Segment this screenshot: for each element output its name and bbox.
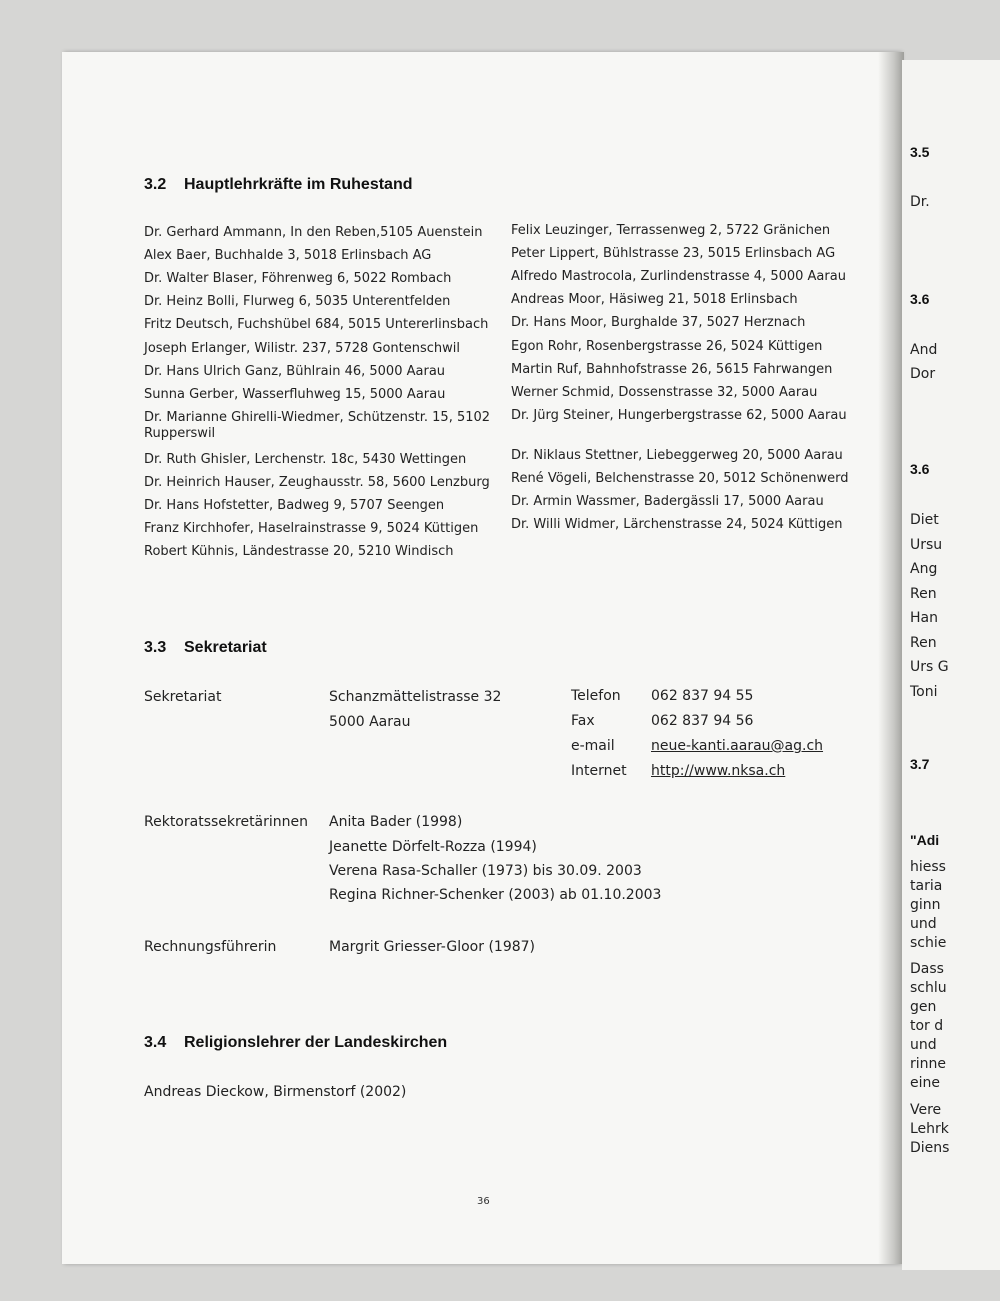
address-entry: Fritz Deutsch, Fuchshübel 684, 5015 Untererlinsbach [144,317,489,332]
address-entry: Robert Kühnis, Ländestrasse 20, 5210 Windisch [144,544,454,559]
facing-name: Ursu [910,536,943,553]
facing-line: schie [910,935,947,951]
address-entry: Dr. Heinrich Hauser, Zeughausstr. 58, 5600 Lenzburg [144,475,490,490]
section-number: 3.4 [144,1034,167,1051]
section-title: Religionslehrer der Landeskirchen [184,1034,448,1051]
facing-name: Toni [910,683,938,700]
facing-line: und [910,1037,937,1053]
facing-line: rinne [910,1056,947,1072]
facing-line: taria [910,878,943,894]
rektorat-label: Rektoratssekretärinnen [144,814,309,830]
section-number: 3.2 [144,176,167,193]
facing-name: Ang [910,561,938,577]
address-entry: Egon Rohr, Rosenbergstrasse 26, 5024 Küttigen [511,339,823,354]
address-entry: Dr. Armin Wassmer, Badergässli 17, 5000 Aarau [511,494,824,509]
facing-line: Diens [910,1140,950,1156]
section-heading-3-3 [144,639,267,657]
facing-heading: 3.6 [910,291,930,307]
section-heading-3-4 [144,1034,447,1052]
email-link[interactable]: neue-kanti.aarau@ag.ch [651,738,824,754]
contact-value-fax: 062 837 94 56 [651,713,754,729]
address-entry: Joseph Erlanger, Wilistr. 237, 5728 Gontenschwil [144,341,461,356]
facing-line: Lehrk [910,1121,949,1137]
facing-line: Vere [910,1102,942,1118]
address-entry: René Vögeli, Belchenstrasse 20, 5012 Schönenwerd [511,471,849,486]
book-gutter [878,52,904,1264]
contact-label-fax: Fax [571,713,595,729]
address-entry: Sunna Gerber, Wasserfluhweg 15, 5000 Aarau [144,387,446,402]
rektorat-person: Jeanette Dörfelt-Rozza (1994) [329,839,537,855]
rechnung-person: Margrit Griesser-Gloor (1987) [329,939,536,955]
facing-line: Dass [910,961,944,977]
facing-text: Dr. [910,194,930,210]
section-heading-3-2 [144,176,412,194]
contact-value-telefon: 062 837 94 55 [651,688,754,704]
facing-heading: 3.6 [910,461,930,477]
section-title: Hauptlehrkräfte im Ruhestand [184,176,413,193]
address-entry: Dr. Heinz Bolli, Flurweg 6, 5035 Unterentfelden [144,294,451,309]
religion-teacher: Andreas Dieckow, Birmenstorf (2002) [144,1084,407,1100]
address-entry: Dr. Jürg Steiner, Hungerbergstrasse 62, 5000 Aarau [511,408,847,423]
address-entry: Alex Baer, Buchhalde 3, 5018 Erlinsbach AG [144,248,432,263]
address-entry: Dr. Niklaus Stettner, Liebeggerweg 20, 5000 Aarau [511,448,843,463]
contact-label-internet: Internet [571,763,627,779]
facing-name: Ren [910,585,937,602]
section-title: Sekretariat [184,639,267,656]
address-entry: Dr. Hans Hofstetter, Badweg 9, 5707 Seengen [144,498,445,513]
secretariat-label: Sekretariat [144,689,222,705]
facing-line: schlu [910,980,947,996]
contact-label-email: e-mail [571,738,615,754]
facing-quote: "Adi [910,832,940,848]
facing-line: gen [910,999,937,1015]
address-entry: Alfredo Mastrocola, Zurlindenstrasse 4, 5000 Aarau [511,269,846,284]
facing-name: Ren [910,634,937,651]
address-entry: Felix Leuzinger, Terrassenweg 2, 5722 Gränichen [511,223,831,238]
facing-line: ginn [910,897,941,913]
facing-text: And [910,342,938,358]
facing-line: tor d [910,1018,944,1034]
address-entry: Dr. Walter Blaser, Föhrenweg 6, 5022 Rombach [144,271,452,286]
facing-text: Dor [910,366,936,382]
facing-line: hiess [910,859,946,875]
address-entry: Franz Kirchhofer, Haselrainstrasse 9, 5024 Küttigen [144,521,479,536]
facing-name: Diet [910,512,939,528]
address-entry: Dr. Hans Ulrich Ganz, Bühlrain 46, 5000 Aarau [144,364,446,379]
facing-heading: 3.7 [910,756,930,772]
address-entry: Dr. Willi Widmer, Lärchenstrasse 24, 5024 Küttigen [511,517,843,532]
address-entry: Peter Lippert, Bühlstrasse 23, 5015 Erlinsbach AG [511,246,836,261]
website-link[interactable]: http://www.nksa.ch [651,763,786,779]
facing-name: Urs G [910,659,949,675]
rektorat-person: Regina Richner-Schenker (2003) ab 01.10.2003 [329,887,662,903]
page-number: 36 [477,1196,490,1207]
address-entry: Werner Schmid, Dossenstrasse 32, 5000 Aarau [511,385,818,400]
facing-heading: 3.5 [910,144,930,160]
section-number: 3.3 [144,639,167,656]
facing-line: und [910,916,937,932]
facing-line: eine [910,1075,940,1091]
secretariat-street: Schanzmättelistrasse 32 [329,689,502,705]
rechnung-label: Rechnungsführerin [144,939,277,955]
rektorat-person: Verena Rasa-Schaller (1973) bis 30.09. 2003 [329,863,642,879]
secretariat-city: 5000 Aarau [329,714,411,730]
address-entry: Andreas Moor, Häsiweg 21, 5018 Erlinsbach [511,292,798,307]
address-entry: Dr. Ruth Ghisler, Lerchenstr. 18c, 5430 Wettingen [144,452,467,467]
facing-page [902,60,1000,1270]
address-entry: Dr. Hans Moor, Burghalde 37, 5027 Herznach [511,315,806,330]
rektorat-person: Anita Bader (1998) [329,814,463,830]
contact-label-telefon: Telefon [571,688,621,704]
address-entry: Dr. Gerhard Ammann, In den Reben,5105 Auenstein [144,225,483,240]
address-entry: Martin Ruf, Bahnhofstrasse 26, 5615 Fahrwangen [511,362,833,377]
facing-name: Han [910,610,938,626]
address-entry: Dr. Marianne Ghirelli-Wiedmer, Schützenstr. 15, 5102 Rupperswil [144,410,491,441]
